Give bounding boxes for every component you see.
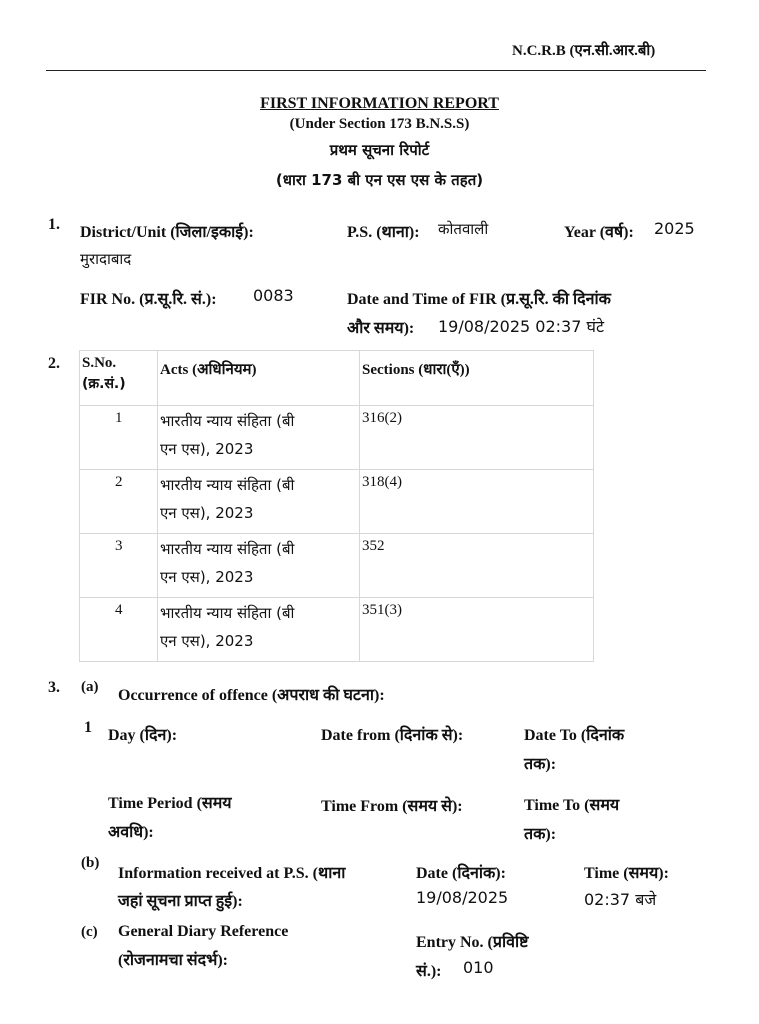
subsection-b-letter: (b) [81, 855, 100, 871]
header-sno [80, 351, 158, 406]
info-time-value: 02:37 बजे [584, 890, 657, 909]
time-period-label-cont: अवधि): [108, 824, 154, 841]
row-act [158, 406, 360, 470]
row-act-line2: एन एस), 2023 [160, 568, 254, 586]
time-to-label: Time To (समय [524, 797, 620, 814]
ps-label: P.S. (थाना): [347, 224, 420, 241]
header-acts [158, 351, 360, 406]
entry-number-label-cont: सं.): [416, 963, 442, 980]
row-act [158, 598, 360, 662]
row-act-line1: भारतीय न्याय संहिता (बी [160, 540, 295, 558]
row-section [360, 406, 594, 470]
row-sno [80, 406, 158, 470]
info-date-value: 19/08/2025 [416, 888, 509, 907]
row-sno-value: 2 [115, 474, 123, 490]
fir-datetime-label-cont: और समय): [347, 320, 415, 337]
gd-reference-label-cont: (रोजनामचा संदर्भ): [118, 952, 229, 969]
row-act-line1: भारतीय न्याय संहिता (बी [160, 412, 295, 430]
row-section [360, 534, 594, 598]
year-value: 2025 [654, 219, 695, 238]
header-divider [46, 70, 706, 71]
header-sections [360, 351, 594, 406]
report-subtitle-hindi: (धारा 173 बी एन एस एस के तहत) [275, 171, 484, 189]
date-from-label: Date from (दिनांक से): [321, 727, 464, 744]
row-sno [80, 534, 158, 598]
year-label: Year (वर्ष): [564, 224, 634, 241]
district-label: District/Unit (जिला/इकाई): [80, 224, 254, 241]
row-act [158, 534, 360, 598]
date-to-label: Date To (दिनांक [524, 727, 625, 744]
occurrence-title: Occurrence of offence (अपराध की घटना): [118, 687, 385, 704]
time-to-label-cont: तक): [524, 826, 557, 843]
subsection-a-letter: (a) [81, 679, 99, 695]
fir-number-label: FIR No. (प्र.सू.रि. सं.): [80, 291, 217, 308]
ps-value: कोतवाली [438, 220, 489, 238]
acts-sections-table [79, 350, 594, 662]
row-act-line1: भारतीय न्याय संहिता (बी [160, 604, 295, 622]
row-sno-value: 1 [115, 410, 123, 426]
gd-reference-label: General Diary Reference [118, 923, 289, 940]
row-sno [80, 470, 158, 534]
report-title-hindi: प्रथम सूचना रिपोर्ट [329, 141, 430, 159]
row-section-value: 318(4) [362, 474, 402, 490]
table-row [80, 598, 594, 662]
fir-number-value: 0083 [253, 286, 294, 305]
row-section [360, 470, 594, 534]
entry-number-value: 010 [463, 958, 494, 977]
day-label: Day (दिन): [108, 727, 178, 744]
section-1-number: 1. [48, 216, 60, 233]
report-subtitle: (Under Section 173 B.N.S.S) [289, 116, 470, 132]
row-act-line2: एन एस), 2023 [160, 504, 254, 522]
row-sno [80, 598, 158, 662]
report-title: FIRST INFORMATION REPORT [260, 95, 499, 112]
time-period-label: Time Period (समय [108, 795, 232, 812]
row-section-value: 351(3) [362, 602, 402, 618]
district-value: मुरादाबाद [80, 250, 132, 268]
row-sno-value: 3 [115, 538, 123, 554]
table-row [80, 470, 594, 534]
row-section [360, 598, 594, 662]
entry-number-label: Entry No. (प्रविष्टि [416, 934, 529, 951]
header-acts-label: Acts (अधिनियम) [160, 362, 257, 378]
info-received-label: Information received at P.S. (थाना [118, 865, 346, 882]
header-sno-en: S.No. [82, 355, 117, 371]
info-received-label-cont: जहां सूचना प्राप्त हुई): [118, 893, 243, 910]
info-time-label: Time (समय): [584, 865, 669, 882]
table-header-row [80, 351, 594, 406]
header-sno-hi: (क्र.सं.) [82, 376, 126, 392]
table-row [80, 406, 594, 470]
date-to-label-cont: तक): [524, 756, 557, 773]
row-act-line1: भारतीय न्याय संहिता (बी [160, 476, 295, 494]
header-sections-label: Sections (धारा(एँ)) [362, 362, 470, 378]
section-3-number: 3. [48, 679, 60, 696]
row-sno-value: 4 [115, 602, 123, 618]
fir-datetime-value: 19/08/2025 02:37 घंटे [438, 317, 605, 336]
row-act [158, 470, 360, 534]
occurrence-index: 1 [84, 719, 92, 736]
table-row [80, 534, 594, 598]
row-act-line2: एन एस), 2023 [160, 632, 254, 650]
subsection-c-letter: (c) [81, 924, 98, 940]
row-section-value: 352 [362, 538, 385, 554]
row-section-value: 316(2) [362, 410, 402, 426]
info-date-label: Date (दिनांक): [416, 865, 506, 882]
ncrb-header: N.C.R.B (एन.सी.आर.बी) [512, 43, 656, 59]
fir-datetime-label: Date and Time of FIR (प्र.सू.रि. की दिनांक [347, 291, 611, 308]
row-act-line2: एन एस), 2023 [160, 440, 254, 458]
time-from-label: Time From (समय से): [321, 798, 463, 815]
section-2-number: 2. [48, 355, 60, 372]
